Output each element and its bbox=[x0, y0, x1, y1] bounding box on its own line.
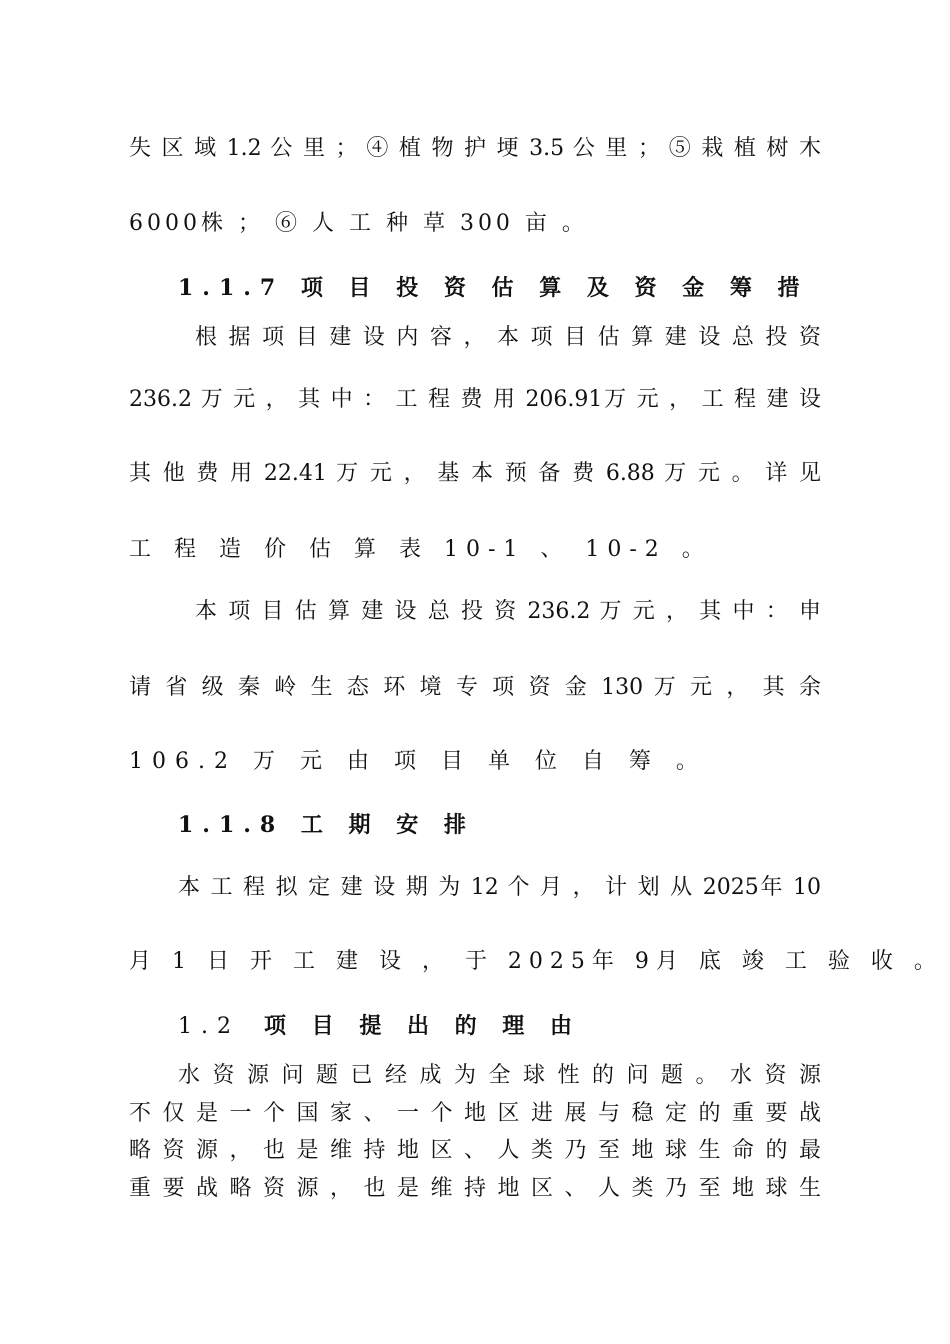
body-text-line: 水 资 源 问 题 已 经 成 为 全 球 性 的 问 题 。 水 资 源 bbox=[178, 1063, 821, 1088]
section-number: 1.2 bbox=[178, 1014, 240, 1039]
body-text-line: 6000株 ； ⑥ 人 工 种 草 300 亩 。 bbox=[129, 211, 588, 236]
section-heading-1-1-7: 1.1.7 项 目 投 资 估 算 及 资 金 筹 措 bbox=[178, 275, 809, 301]
body-text-line: 本 工 程 拟 定 建 设 期 为 12 个 月 ， 计 划 从 2025年 10 bbox=[178, 875, 821, 900]
body-text-line: 根 据 项 目 建 设 内 容 ， 本 项 目 估 算 建 设 总 投 资 bbox=[195, 325, 821, 350]
body-text-line: 月 1 日 开 工 建 设 ， 于 2025年 9月 底 竣 工 验 收 。 bbox=[129, 949, 943, 974]
section-heading-1-1-8: 1.1.8 工 期 安 排 bbox=[178, 812, 475, 838]
section-title: 项 目 提 出 的 理 由 bbox=[264, 1013, 581, 1039]
body-text-line: 请 省 级 秦 岭 生 态 环 境 专 项 资 金 130 万 元 ， 其 余 bbox=[129, 675, 821, 700]
body-text-line: 其 他 费 用 22.41 万 元 ， 基 本 预 备 费 6.88 万 元 。 详 见 bbox=[129, 461, 821, 486]
body-text-line: 重 要 战 略 资 源 ， 也 是 维 持 地 区 、 人 类 乃 至 地 球 生 bbox=[129, 1176, 821, 1201]
body-text-line: 不 仅 是 一 个 国 家 、 一 个 地 区 进 展 与 稳 定 的 重 要 战 bbox=[129, 1101, 821, 1126]
body-text-line: 工 程 造 价 估 算 表 10-1 、 10-2 。 bbox=[129, 537, 712, 562]
section-heading-1-2 bbox=[178, 1011, 581, 1042]
body-text-line: 本 项 目 估 算 建 设 总 投 资 236.2 万 元 ， 其 中 ： 申 bbox=[195, 599, 821, 624]
body-text-line: 略 资 源 ， 也 是 维 持 地 区 、 人 类 乃 至 地 球 生 命 的 最 bbox=[129, 1138, 821, 1163]
body-text-line: 失 区 域 1.2 公 里 ； ④ 植 物 护 埂 3.5 公 里 ； ⑤ 栽 植 树 木 bbox=[129, 136, 821, 161]
body-text-line: 106.2 万 元 由 项 目 单 位 自 筹 。 bbox=[129, 749, 707, 774]
body-text-line: 236.2 万 元 ， 其 中 ： 工 程 费 用 206.91万 元 ， 工 程 建 设 bbox=[129, 387, 821, 412]
